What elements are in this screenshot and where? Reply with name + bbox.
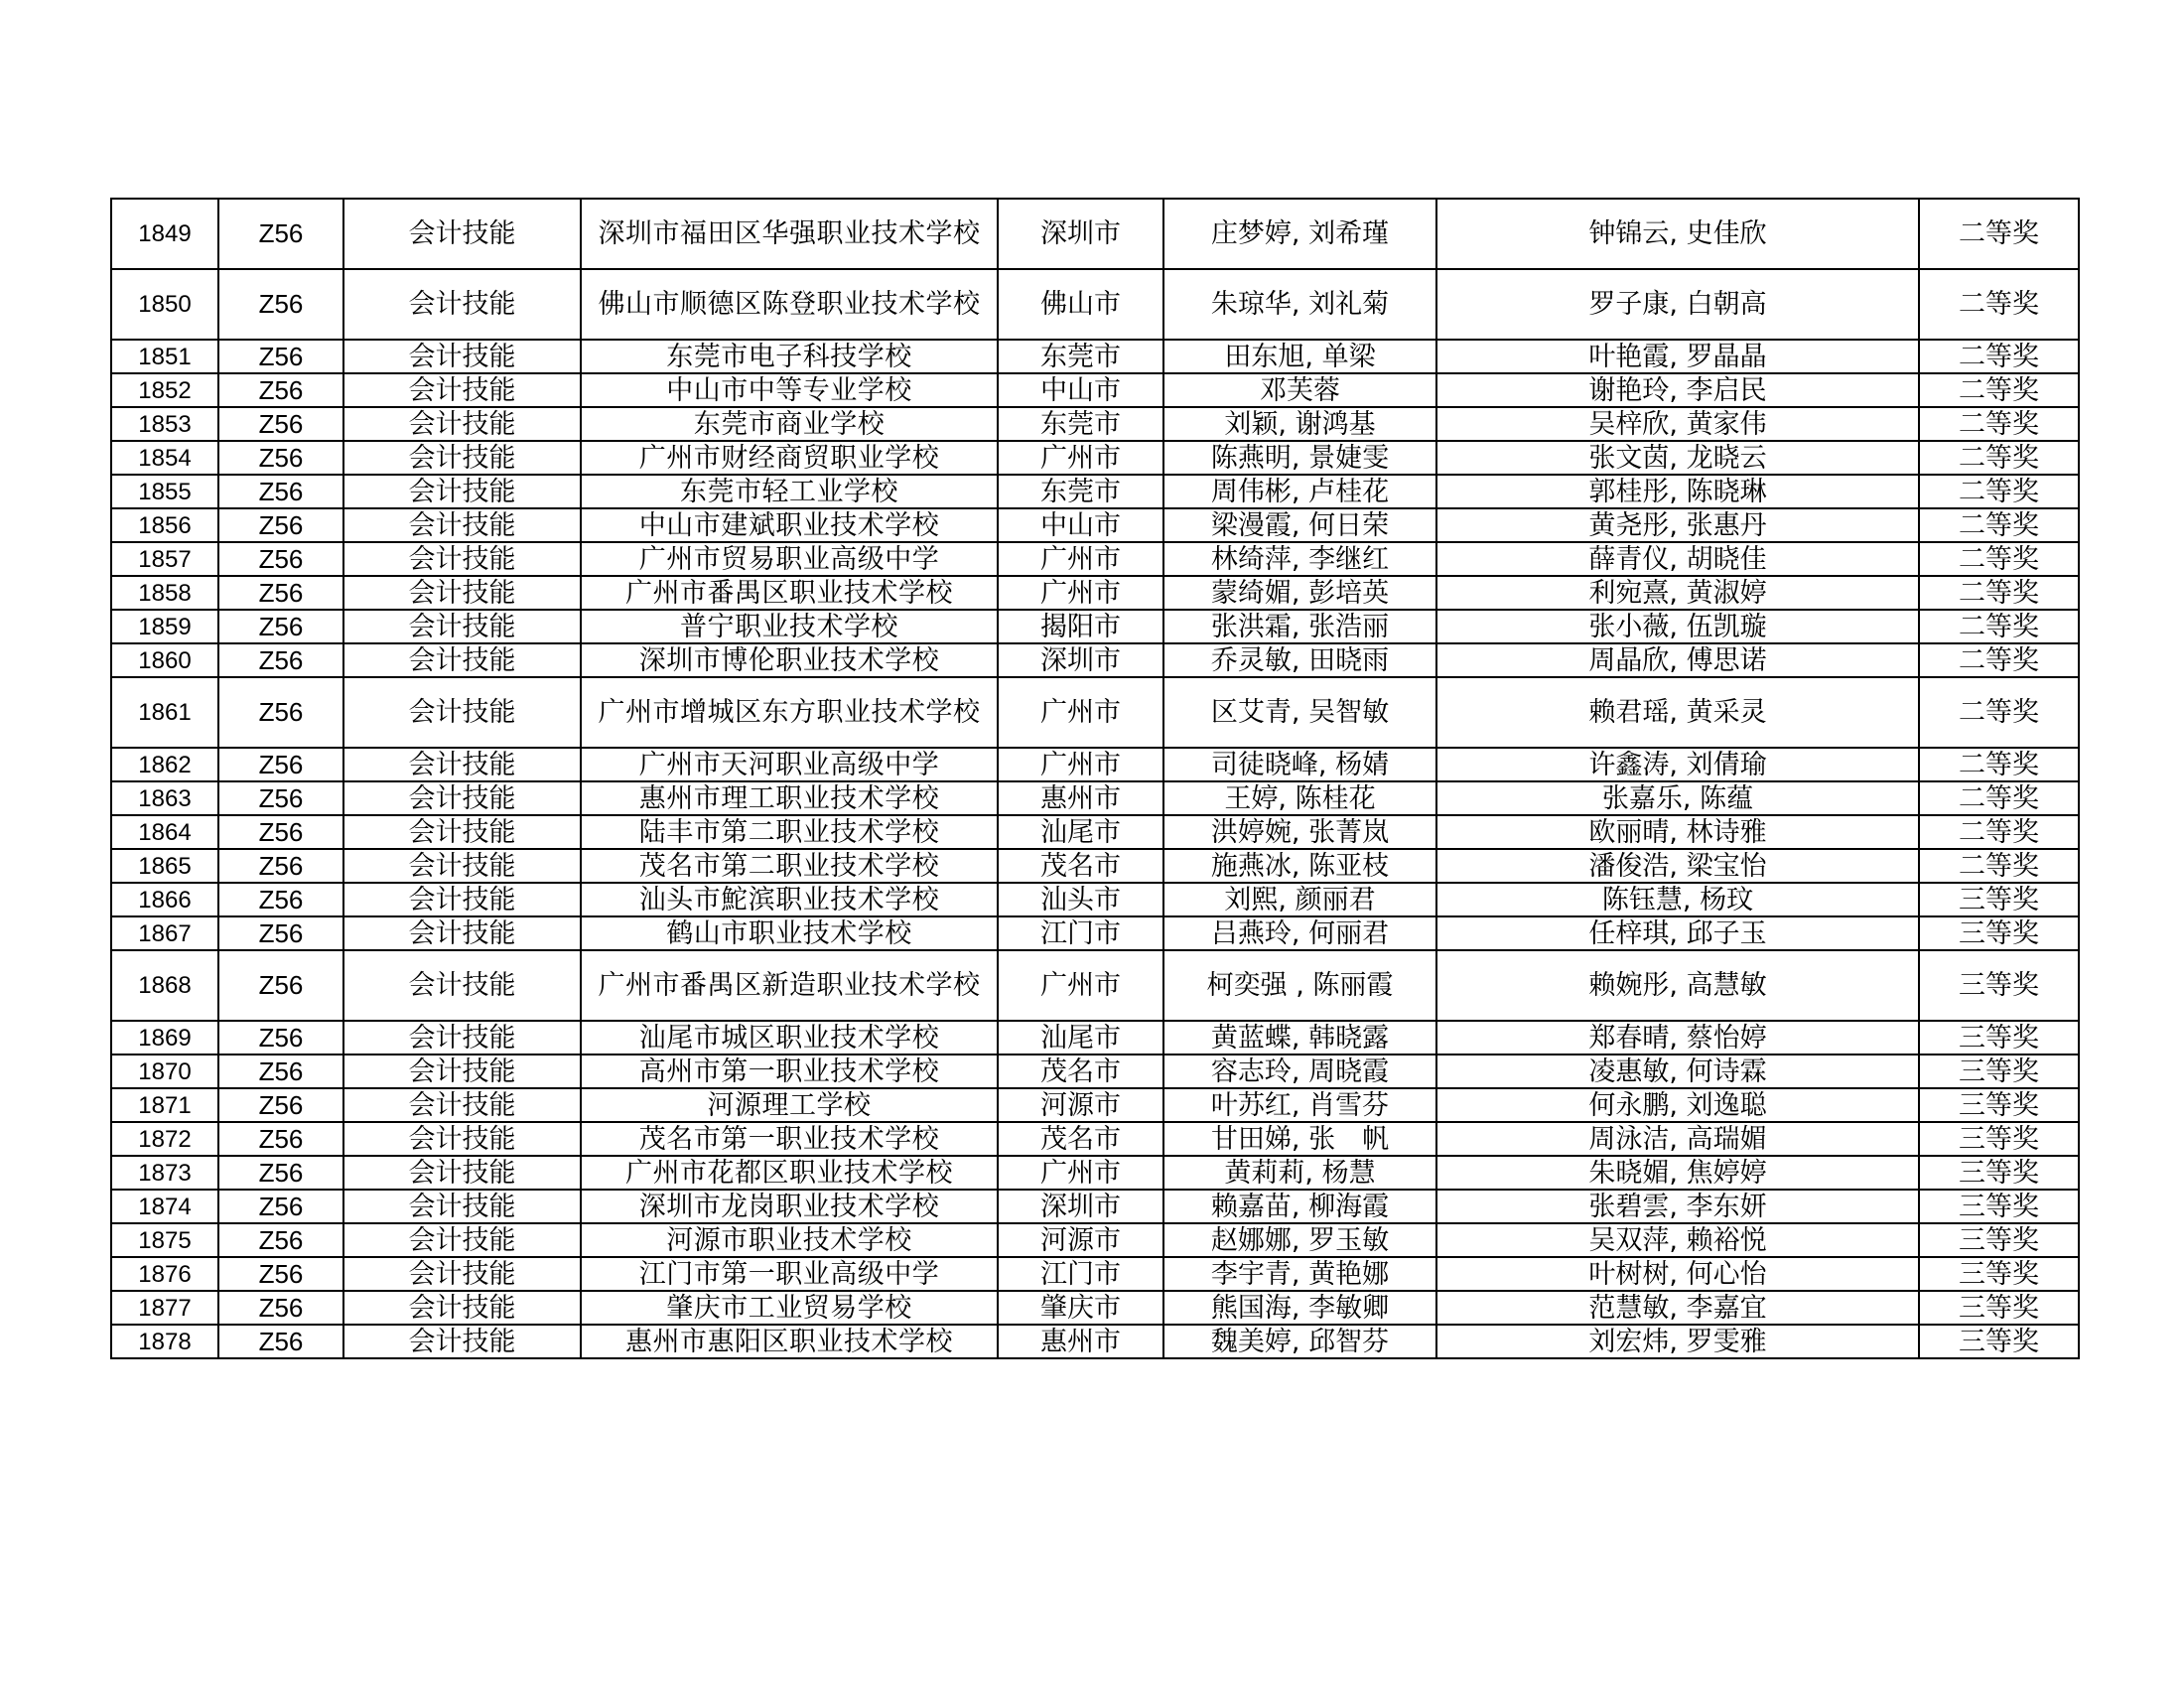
cell-code: Z56: [218, 849, 343, 883]
cell-school: 河源市职业技术学校: [581, 1223, 998, 1257]
table-row: [111, 340, 2079, 373]
cell-competition-item: 会计技能: [343, 441, 581, 475]
cell-number: 1861: [111, 677, 218, 748]
cell-competition-item: 会计技能: [343, 407, 581, 441]
cell-city: 深圳市: [998, 643, 1163, 677]
cell-award: 二等奖: [1919, 475, 2079, 508]
table-row: [111, 1190, 2079, 1223]
cell-competition-item: 会计技能: [343, 1055, 581, 1088]
cell-students: 容志玲, 周晓霞: [1163, 1055, 1436, 1088]
cell-students: 柯奕强 , 陈丽霞: [1163, 950, 1436, 1021]
table-row: [111, 269, 2079, 340]
cell-award: 三等奖: [1919, 1223, 2079, 1257]
cell-teachers: 陈钰慧, 杨玟: [1436, 883, 1919, 916]
cell-award: 二等奖: [1919, 815, 2079, 849]
cell-city: 广州市: [998, 748, 1163, 781]
cell-code: Z56: [218, 1291, 343, 1325]
cell-code: Z56: [218, 475, 343, 508]
cell-award: 二等奖: [1919, 643, 2079, 677]
cell-teachers: 周晶欣, 傅思诺: [1436, 643, 1919, 677]
cell-code: Z56: [218, 677, 343, 748]
cell-school: 深圳市博伦职业技术学校: [581, 643, 998, 677]
table-row: [111, 1122, 2079, 1156]
cell-teachers: 张嘉乐, 陈蕴: [1436, 781, 1919, 815]
cell-competition-item: 会计技能: [343, 340, 581, 373]
cell-school: 河源理工学校: [581, 1088, 998, 1122]
cell-award: 三等奖: [1919, 883, 2079, 916]
cell-competition-item: 会计技能: [343, 815, 581, 849]
cell-students: 黄莉莉, 杨慧: [1163, 1156, 1436, 1190]
cell-school: 陆丰市第二职业技术学校: [581, 815, 998, 849]
cell-code: Z56: [218, 1223, 343, 1257]
table-row: [111, 1325, 2079, 1358]
cell-school: 广州市番禺区新造职业技术学校: [581, 950, 998, 1021]
cell-award: 三等奖: [1919, 1021, 2079, 1055]
table-row: [111, 950, 2079, 1021]
cell-school: 广州市番禺区职业技术学校: [581, 576, 998, 610]
cell-number: 1878: [111, 1325, 218, 1358]
table-row: [111, 1088, 2079, 1122]
cell-students: 陈燕明, 景婕雯: [1163, 441, 1436, 475]
table-row: [111, 407, 2079, 441]
cell-school: 茂名市第一职业技术学校: [581, 1122, 998, 1156]
cell-competition-item: 会计技能: [343, 610, 581, 643]
table-row: [111, 1055, 2079, 1088]
cell-school: 深圳市福田区华强职业技术学校: [581, 199, 998, 269]
table-row: [111, 1257, 2079, 1291]
table-row: [111, 475, 2079, 508]
cell-code: Z56: [218, 199, 343, 269]
cell-competition-item: 会计技能: [343, 199, 581, 269]
cell-school: 中山市中等专业学校: [581, 373, 998, 407]
cell-code: Z56: [218, 950, 343, 1021]
cell-school: 佛山市顺德区陈登职业技术学校: [581, 269, 998, 340]
cell-teachers: 薛青仪, 胡晓佳: [1436, 542, 1919, 576]
cell-code: Z56: [218, 643, 343, 677]
cell-school: 茂名市第二职业技术学校: [581, 849, 998, 883]
cell-teachers: 周泳洁, 高瑞媚: [1436, 1122, 1919, 1156]
cell-competition-item: 会计技能: [343, 1122, 581, 1156]
cell-code: Z56: [218, 1190, 343, 1223]
cell-students: 蒙绮媚, 彭培英: [1163, 576, 1436, 610]
table-row: [111, 815, 2079, 849]
cell-number: 1869: [111, 1021, 218, 1055]
cell-city: 河源市: [998, 1223, 1163, 1257]
cell-school: 惠州市理工职业技术学校: [581, 781, 998, 815]
table-row: [111, 542, 2079, 576]
cell-number: 1853: [111, 407, 218, 441]
cell-students: 乔灵敏, 田晓雨: [1163, 643, 1436, 677]
cell-city: 广州市: [998, 677, 1163, 748]
cell-award: 三等奖: [1919, 1055, 2079, 1088]
table-row: [111, 916, 2079, 950]
cell-city: 东莞市: [998, 475, 1163, 508]
cell-award: 二等奖: [1919, 576, 2079, 610]
cell-code: Z56: [218, 269, 343, 340]
cell-teachers: 叶艳霞, 罗晶晶: [1436, 340, 1919, 373]
cell-award: 二等奖: [1919, 441, 2079, 475]
cell-code: Z56: [218, 1021, 343, 1055]
cell-award: 二等奖: [1919, 542, 2079, 576]
cell-number: 1875: [111, 1223, 218, 1257]
cell-code: Z56: [218, 407, 343, 441]
cell-competition-item: 会计技能: [343, 1190, 581, 1223]
cell-school: 东莞市商业学校: [581, 407, 998, 441]
cell-city: 东莞市: [998, 407, 1163, 441]
cell-competition-item: 会计技能: [343, 542, 581, 576]
cell-award: 三等奖: [1919, 950, 2079, 1021]
cell-code: Z56: [218, 1325, 343, 1358]
table-row: [111, 849, 2079, 883]
cell-award: 二等奖: [1919, 610, 2079, 643]
cell-teachers: 赖君瑶, 黄采灵: [1436, 677, 1919, 748]
cell-code: Z56: [218, 508, 343, 542]
cell-number: 1871: [111, 1088, 218, 1122]
cell-teachers: 范慧敏, 李嘉宜: [1436, 1291, 1919, 1325]
cell-competition-item: 会计技能: [343, 849, 581, 883]
cell-school: 高州市第一职业技术学校: [581, 1055, 998, 1088]
table-row: [111, 373, 2079, 407]
table-row: [111, 781, 2079, 815]
cell-school: 惠州市惠阳区职业技术学校: [581, 1325, 998, 1358]
cell-competition-item: 会计技能: [343, 950, 581, 1021]
cell-number: 1849: [111, 199, 218, 269]
cell-number: 1852: [111, 373, 218, 407]
table-row: [111, 576, 2079, 610]
cell-award: 二等奖: [1919, 373, 2079, 407]
cell-competition-item: 会计技能: [343, 475, 581, 508]
cell-code: Z56: [218, 340, 343, 373]
cell-competition-item: 会计技能: [343, 1223, 581, 1257]
cell-city: 茂名市: [998, 849, 1163, 883]
cell-code: Z56: [218, 1156, 343, 1190]
cell-number: 1867: [111, 916, 218, 950]
cell-city: 东莞市: [998, 340, 1163, 373]
cell-school: 肇庆市工业贸易学校: [581, 1291, 998, 1325]
cell-students: 司徒晓峰, 杨婧: [1163, 748, 1436, 781]
cell-award: 三等奖: [1919, 1190, 2079, 1223]
cell-city: 中山市: [998, 508, 1163, 542]
cell-teachers: 张小薇, 伍凯璇: [1436, 610, 1919, 643]
cell-city: 肇庆市: [998, 1291, 1163, 1325]
cell-students: 赵娜娜, 罗玉敏: [1163, 1223, 1436, 1257]
cell-city: 广州市: [998, 950, 1163, 1021]
cell-city: 江门市: [998, 916, 1163, 950]
table-row: [111, 508, 2079, 542]
cell-award: 三等奖: [1919, 1122, 2079, 1156]
cell-teachers: 张文茵, 龙晓云: [1436, 441, 1919, 475]
cell-students: 张洪霜, 张浩丽: [1163, 610, 1436, 643]
cell-competition-item: 会计技能: [343, 781, 581, 815]
cell-students: 洪婷婉, 张菁岚: [1163, 815, 1436, 849]
cell-students: 周伟彬, 卢桂花: [1163, 475, 1436, 508]
cell-award: 三等奖: [1919, 1257, 2079, 1291]
table-row: [111, 610, 2079, 643]
cell-number: 1855: [111, 475, 218, 508]
cell-code: Z56: [218, 781, 343, 815]
cell-number: 1868: [111, 950, 218, 1021]
cell-number: 1876: [111, 1257, 218, 1291]
cell-school: 东莞市轻工业学校: [581, 475, 998, 508]
cell-teachers: 钟锦云, 史佳欣: [1436, 199, 1919, 269]
cell-teachers: 罗子康, 白朝高: [1436, 269, 1919, 340]
cell-number: 1874: [111, 1190, 218, 1223]
cell-students: 施燕冰, 陈亚枝: [1163, 849, 1436, 883]
cell-competition-item: 会计技能: [343, 677, 581, 748]
table-row: [111, 748, 2079, 781]
cell-city: 江门市: [998, 1257, 1163, 1291]
cell-teachers: 吴双萍, 赖裕悦: [1436, 1223, 1919, 1257]
cell-award: 二等奖: [1919, 407, 2079, 441]
cell-students: 邓芙蓉: [1163, 373, 1436, 407]
cell-students: 区艾青, 吴智敏: [1163, 677, 1436, 748]
cell-teachers: 刘宏炜, 罗雯雅: [1436, 1325, 1919, 1358]
cell-students: 吕燕玲, 何丽君: [1163, 916, 1436, 950]
cell-teachers: 赖婉彤, 高慧敏: [1436, 950, 1919, 1021]
cell-code: Z56: [218, 916, 343, 950]
cell-code: Z56: [218, 1122, 343, 1156]
cell-city: 中山市: [998, 373, 1163, 407]
table-row: [111, 1021, 2079, 1055]
cell-teachers: 叶树树, 何心怡: [1436, 1257, 1919, 1291]
cell-teachers: 凌惠敏, 何诗霖: [1436, 1055, 1919, 1088]
cell-school: 汕头市鮀滨职业技术学校: [581, 883, 998, 916]
cell-award: 三等奖: [1919, 1325, 2079, 1358]
cell-students: 林绮萍, 李继红: [1163, 542, 1436, 576]
cell-students: 魏美婷, 邱智芬: [1163, 1325, 1436, 1358]
cell-number: 1859: [111, 610, 218, 643]
cell-city: 汕头市: [998, 883, 1163, 916]
cell-code: Z56: [218, 610, 343, 643]
cell-competition-item: 会计技能: [343, 1257, 581, 1291]
cell-teachers: 朱晓媚, 焦婷婷: [1436, 1156, 1919, 1190]
cell-city: 广州市: [998, 542, 1163, 576]
cell-competition-item: 会计技能: [343, 1156, 581, 1190]
table-row: [111, 643, 2079, 677]
cell-number: 1860: [111, 643, 218, 677]
cell-city: 汕尾市: [998, 1021, 1163, 1055]
cell-competition-item: 会计技能: [343, 1325, 581, 1358]
cell-code: Z56: [218, 1257, 343, 1291]
cell-city: 汕尾市: [998, 815, 1163, 849]
cell-city: 茂名市: [998, 1055, 1163, 1088]
cell-students: 熊国海, 李敏卿: [1163, 1291, 1436, 1325]
cell-award: 二等奖: [1919, 269, 2079, 340]
table-row: [111, 883, 2079, 916]
cell-number: 1858: [111, 576, 218, 610]
cell-award: 二等奖: [1919, 199, 2079, 269]
table-row: [111, 441, 2079, 475]
cell-teachers: 任梓琪, 邱子玉: [1436, 916, 1919, 950]
cell-students: 田东旭, 单梁: [1163, 340, 1436, 373]
cell-award: 二等奖: [1919, 781, 2079, 815]
cell-students: 庄梦婷, 刘希瑾: [1163, 199, 1436, 269]
cell-competition-item: 会计技能: [343, 1088, 581, 1122]
table-row: [111, 1291, 2079, 1325]
awards-table: [110, 198, 2080, 1359]
awards-table-body: [111, 199, 2079, 1358]
cell-city: 茂名市: [998, 1122, 1163, 1156]
cell-school: 深圳市龙岗职业技术学校: [581, 1190, 998, 1223]
cell-teachers: 欧丽晴, 林诗雅: [1436, 815, 1919, 849]
cell-school: 广州市天河职业高级中学: [581, 748, 998, 781]
cell-students: 赖嘉苗, 柳海霞: [1163, 1190, 1436, 1223]
cell-number: 1857: [111, 542, 218, 576]
cell-code: Z56: [218, 815, 343, 849]
table-row: [111, 677, 2079, 748]
cell-students: 刘熙, 颜丽君: [1163, 883, 1436, 916]
cell-competition-item: 会计技能: [343, 269, 581, 340]
cell-number: 1856: [111, 508, 218, 542]
cell-students: 王婷, 陈桂花: [1163, 781, 1436, 815]
cell-city: 河源市: [998, 1088, 1163, 1122]
cell-code: Z56: [218, 883, 343, 916]
cell-school: 中山市建斌职业技术学校: [581, 508, 998, 542]
cell-city: 深圳市: [998, 1190, 1163, 1223]
cell-competition-item: 会计技能: [343, 883, 581, 916]
cell-school: 东莞市电子科技学校: [581, 340, 998, 373]
cell-number: 1866: [111, 883, 218, 916]
cell-number: 1870: [111, 1055, 218, 1088]
cell-school: 广州市花都区职业技术学校: [581, 1156, 998, 1190]
cell-number: 1872: [111, 1122, 218, 1156]
cell-code: Z56: [218, 1088, 343, 1122]
cell-students: 黄蓝蝶, 韩晓露: [1163, 1021, 1436, 1055]
cell-award: 二等奖: [1919, 677, 2079, 748]
cell-number: 1873: [111, 1156, 218, 1190]
cell-teachers: 谢艳玲, 李启民: [1436, 373, 1919, 407]
cell-city: 深圳市: [998, 199, 1163, 269]
cell-school: 汕尾市城区职业技术学校: [581, 1021, 998, 1055]
cell-school: 鹤山市职业技术学校: [581, 916, 998, 950]
table-row: [111, 1156, 2079, 1190]
cell-students: 朱琼华, 刘礼菊: [1163, 269, 1436, 340]
cell-award: 二等奖: [1919, 849, 2079, 883]
cell-award: 三等奖: [1919, 1156, 2079, 1190]
cell-code: Z56: [218, 748, 343, 781]
cell-teachers: 张碧雲, 李东妍: [1436, 1190, 1919, 1223]
cell-award: 二等奖: [1919, 748, 2079, 781]
cell-competition-item: 会计技能: [343, 373, 581, 407]
cell-teachers: 许鑫涛, 刘倩瑜: [1436, 748, 1919, 781]
cell-competition-item: 会计技能: [343, 643, 581, 677]
cell-city: 佛山市: [998, 269, 1163, 340]
cell-city: 惠州市: [998, 1325, 1163, 1358]
cell-school: 广州市增城区东方职业技术学校: [581, 677, 998, 748]
cell-award: 三等奖: [1919, 1291, 2079, 1325]
cell-competition-item: 会计技能: [343, 576, 581, 610]
cell-number: 1877: [111, 1291, 218, 1325]
cell-code: Z56: [218, 373, 343, 407]
cell-number: 1862: [111, 748, 218, 781]
cell-students: 李宇青, 黄艳娜: [1163, 1257, 1436, 1291]
cell-city: 惠州市: [998, 781, 1163, 815]
cell-city: 广州市: [998, 441, 1163, 475]
cell-school: 江门市第一职业高级中学: [581, 1257, 998, 1291]
cell-number: 1850: [111, 269, 218, 340]
cell-number: 1864: [111, 815, 218, 849]
table-row: [111, 1223, 2079, 1257]
cell-school: 广州市财经商贸职业学校: [581, 441, 998, 475]
cell-code: Z56: [218, 1055, 343, 1088]
cell-code: Z56: [218, 441, 343, 475]
cell-competition-item: 会计技能: [343, 1291, 581, 1325]
cell-teachers: 郑春晴, 蔡怡婷: [1436, 1021, 1919, 1055]
cell-competition-item: 会计技能: [343, 1021, 581, 1055]
cell-city: 广州市: [998, 576, 1163, 610]
cell-number: 1863: [111, 781, 218, 815]
cell-award: 二等奖: [1919, 508, 2079, 542]
cell-students: 叶苏红, 肖雪芬: [1163, 1088, 1436, 1122]
cell-number: 1865: [111, 849, 218, 883]
cell-students: 甘田娣, 张 帆: [1163, 1122, 1436, 1156]
cell-number: 1851: [111, 340, 218, 373]
cell-teachers: 潘俊浩, 梁宝怡: [1436, 849, 1919, 883]
cell-teachers: 利宛熹, 黄淑婷: [1436, 576, 1919, 610]
cell-code: Z56: [218, 576, 343, 610]
table-row: [111, 199, 2079, 269]
cell-award: 二等奖: [1919, 340, 2079, 373]
cell-competition-item: 会计技能: [343, 748, 581, 781]
cell-teachers: 吴梓欣, 黄家伟: [1436, 407, 1919, 441]
cell-competition-item: 会计技能: [343, 508, 581, 542]
cell-students: 刘颖, 谢鸿基: [1163, 407, 1436, 441]
cell-city: 揭阳市: [998, 610, 1163, 643]
cell-teachers: 何永鹏, 刘逸聪: [1436, 1088, 1919, 1122]
cell-number: 1854: [111, 441, 218, 475]
cell-school: 普宁职业技术学校: [581, 610, 998, 643]
cell-competition-item: 会计技能: [343, 916, 581, 950]
cell-code: Z56: [218, 542, 343, 576]
cell-city: 广州市: [998, 1156, 1163, 1190]
cell-school: 广州市贸易职业高级中学: [581, 542, 998, 576]
cell-award: 三等奖: [1919, 916, 2079, 950]
cell-teachers: 郭桂彤, 陈晓琳: [1436, 475, 1919, 508]
cell-award: 三等奖: [1919, 1088, 2079, 1122]
cell-teachers: 黄尧彤, 张惠丹: [1436, 508, 1919, 542]
cell-students: 梁漫霞, 何日荣: [1163, 508, 1436, 542]
